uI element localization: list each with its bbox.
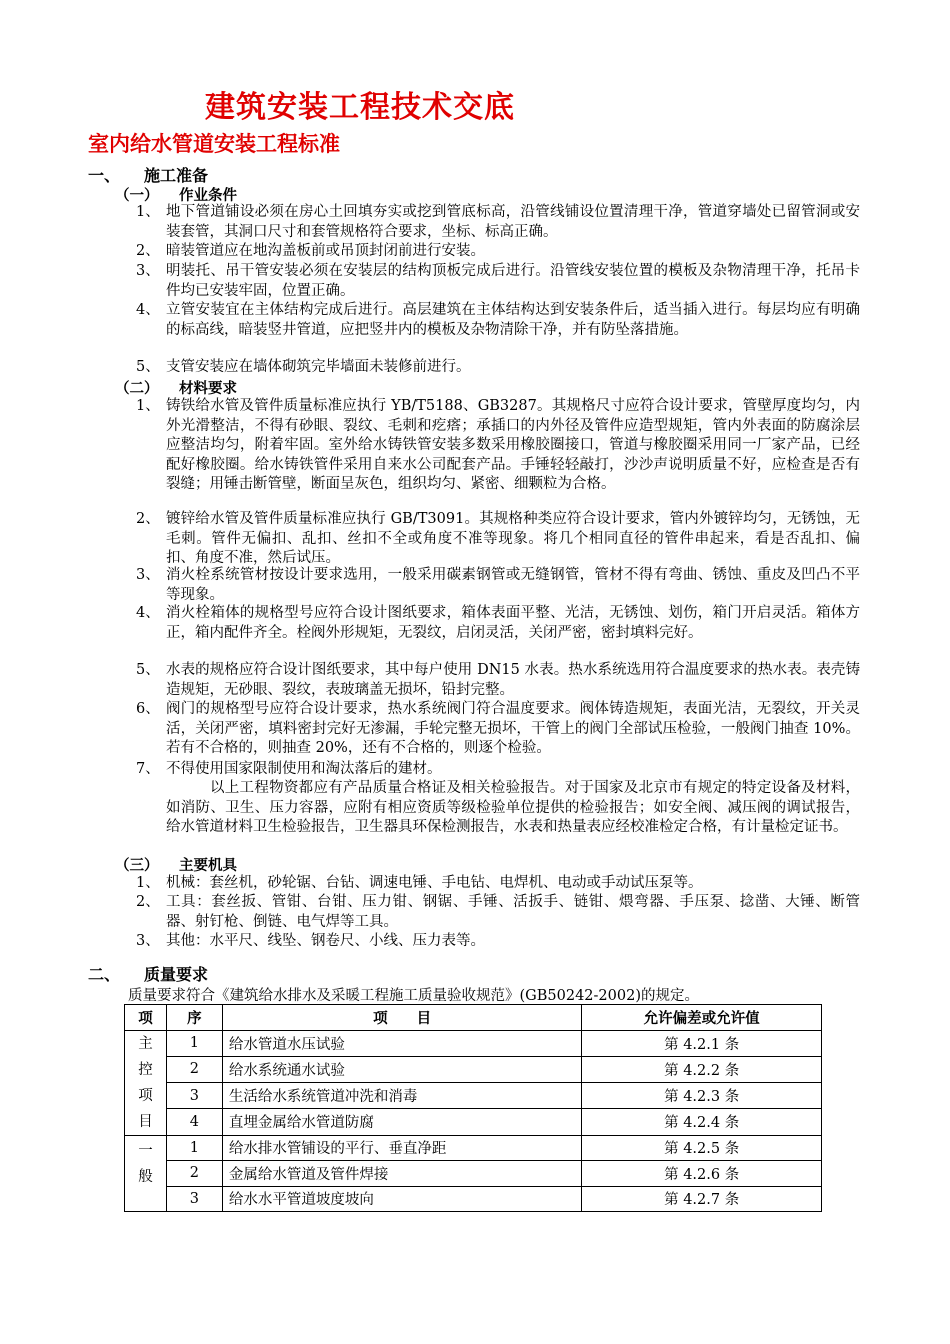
list-item: [136, 566, 860, 605]
item-text: 消火栓系统管材按设计要求选用，一般采用碳素钢管或无缝钢管，管材不得有弯曲、锈蚀、重皮及凹凸不平等现象。: [166, 567, 860, 603]
item-number: 4、: [136, 605, 160, 621]
group-char: 目: [138, 1113, 153, 1130]
row-item: 金属给水管道及管件焊接: [222, 1161, 581, 1187]
group-char: 项: [138, 1087, 153, 1104]
list-item: [136, 242, 860, 262]
document-subtitle: 室内给水管道安装工程标准: [88, 131, 340, 156]
item-number: 7、: [136, 761, 160, 777]
item-text: 水表的规格应符合设计图纸要求，其中每户使用 DN15 水表。热水系统选用符合温度要求的热水表。表壳铸造规矩，无砂眼、裂纹，表玻璃盖无损坏，铅封完整。: [166, 662, 860, 698]
group-char: 般: [138, 1168, 153, 1185]
header-xiang: 项: [125, 1005, 167, 1031]
row-no: 1: [166, 1030, 222, 1056]
item-text: 工具：套丝扳、管钳、台钳、压力钳、钢锯、手锤、活扳手、链钳、煨弯器、手压泵、捻凿、大锤、断管器、射钉枪、倒链、电气焊等工具。: [166, 894, 860, 930]
list-item: [136, 700, 860, 759]
row-no: 4: [166, 1109, 222, 1135]
section-number: 一、: [88, 166, 121, 185]
item-number: 3、: [136, 933, 160, 949]
row-value: 第 4.2.4 条: [582, 1109, 822, 1135]
table-row: [125, 1161, 822, 1187]
row-no: 3: [166, 1083, 222, 1109]
table-row: [125, 1083, 822, 1109]
item-text: 其他：水平尺、线坠、钢卷尺、小线、压力表等。: [166, 933, 485, 949]
row-item: 给水排水管铺设的平行、垂直净距: [222, 1135, 581, 1161]
group-general: [125, 1135, 167, 1212]
group-main-control: [125, 1030, 167, 1135]
item-text: 镀锌给水管及管件质量标准应执行 GB/T3091。其规格种类应符合设计要求，管内外镀锌均匀，无锈蚀，无毛刺。管件无偏扣、乱扣、丝扣不全或角度不准等现象。将几个相同直径的管件串起来，看是否乱扣、偏扣、角度不准，然后试压。: [166, 511, 860, 567]
group-char: 控: [138, 1061, 153, 1078]
item-number: 6、: [136, 701, 160, 717]
subsection-heading-2: [115, 377, 237, 398]
item-number: 3、: [136, 567, 160, 583]
document-title: 建筑安装工程技术交底: [205, 90, 515, 125]
section-label: 施工准备: [144, 166, 209, 185]
quality-intro: 质量要求符合《建筑给水排水及采暖工程施工质量验收规范》(GB50242-2002)的规定。: [128, 988, 699, 1004]
group-char: 主: [138, 1035, 153, 1052]
list-item: [136, 301, 860, 340]
row-item: 直埋金属给水管道防腐: [222, 1109, 581, 1135]
row-value: 第 4.2.7 条: [582, 1186, 822, 1212]
subsection-number: （一）: [115, 187, 159, 204]
list-item: [136, 203, 860, 242]
table-header-row: [125, 1005, 822, 1031]
item-text: 铸铁给水管及管件质量标准应执行 YB/T5188、GB3287。其规格尺寸应符合设计要求，管壁厚度均匀，内外光滑整洁，不得有砂眼、裂纹、毛刺和疙瘩；承插口的内外径及管件应造型规矩，管内外表面的防腐涂层应整洁均匀，附着牢固。室外给水铸铁管安装多数采用橡胶圈接口，管道与橡胶圈采用同一厂家产品，已经配好橡胶圈。给水铸铁管件采用自来水公司配套产品。手锤轻轻敲打，沙沙声说明质量不好，应检查是否有裂缝；用锤击断管壁，断面呈灰色，组织均匀、紧密、细颗粒为合格。: [166, 398, 860, 493]
subsection-label: 作业条件: [179, 187, 237, 204]
subsection-heading-3: [115, 854, 237, 875]
quality-table: [124, 1004, 822, 1212]
row-value: 第 4.2.1 条: [582, 1030, 822, 1056]
row-item: 给水水平管道坡度坡向: [222, 1186, 581, 1212]
row-no: 2: [166, 1056, 222, 1082]
list-item: [136, 510, 860, 569]
list-item: [136, 604, 860, 643]
table-row: [125, 1109, 822, 1135]
section-heading-1: [88, 163, 208, 186]
row-item: 给水管道水压试验: [222, 1030, 581, 1056]
row-no: 2: [166, 1161, 222, 1187]
row-value: 第 4.2.6 条: [582, 1161, 822, 1187]
list-item: [136, 874, 860, 894]
item-text: 明装托、吊干管安装必须在安装层的结构顶板完成后进行。沿管线安装位置的模板及杂物清理干净，托吊卡件均已安装牢固，位置正确。: [166, 263, 860, 299]
list-item: [136, 397, 860, 495]
header-xu: 序: [166, 1005, 222, 1031]
section-heading-2: [88, 962, 208, 985]
table-row: [125, 1056, 822, 1082]
list-item: [136, 760, 860, 780]
list-item: [136, 358, 860, 378]
group-char: 一: [138, 1142, 153, 1159]
item-number: 2、: [136, 243, 160, 259]
item-text: 暗装管道应在地沟盖板前或吊顶封闭前进行安装。: [166, 243, 485, 259]
list-item: [136, 932, 860, 952]
section-number: 二、: [88, 965, 121, 984]
item-text: 阀门的规格型号应符合设计要求，热水系统阀门符合温度要求。阀体铸造规矩，表面光洁，无裂纹，开关灵活，关闭严密，填料密封完好无渗漏，手轮完整无损坏，干管上的阀门全部试压检验，一般阀门抽查 10%。若有不合格的，则抽查 20%，还有不合格的，则逐个检验。: [166, 701, 860, 757]
item-number: 3、: [136, 263, 160, 279]
table-row: [125, 1186, 822, 1212]
item-number: 2、: [136, 894, 160, 910]
header-item: 项 目: [222, 1005, 581, 1031]
subsection-number: （二）: [115, 380, 159, 397]
row-item: 给水系统通水试验: [222, 1056, 581, 1082]
table-row: [125, 1135, 822, 1161]
item-text: 立管安装宜在主体结构完成后进行。高层建筑在主体结构达到安装条件后，适当插入进行。每层均应有明确的标高线，暗装竖井管道，应把竖井内的模板及杂物清除干净，并有防坠落措施。: [166, 302, 860, 338]
item-number: 1、: [136, 398, 160, 414]
list-item: [136, 893, 860, 932]
subsection-number: （三）: [115, 857, 159, 874]
row-no: 3: [166, 1186, 222, 1212]
subsection-label: 主要机具: [179, 857, 237, 874]
row-value: 第 4.2.5 条: [582, 1135, 822, 1161]
list-item: [136, 262, 860, 301]
subsection-label: 材料要求: [179, 380, 237, 397]
row-value: 第 4.2.3 条: [582, 1083, 822, 1109]
subsection-heading-1: [115, 184, 237, 205]
item-text: 机械：套丝机，砂轮锯、台钻、调速电锤、手电钻、电焊机、电动或手动试压泵等。: [166, 875, 703, 891]
item-text: 支管安装应在墙体砌筑完毕墙面未装修前进行。: [166, 359, 471, 375]
item-text: 消火栓箱体的规格型号应符合设计图纸要求，箱体表面平整、光洁，无锈蚀、划伤，箱门开启灵活。箱体方正，箱内配件齐全。栓阀外形规矩，无裂纹，启闭灵活，关闭严密，密封填料完好。: [166, 605, 860, 641]
table-row: [125, 1030, 822, 1056]
item-number: 2、: [136, 511, 160, 527]
list-item: [136, 661, 860, 700]
item-number: 1、: [136, 875, 160, 891]
row-value: 第 4.2.2 条: [582, 1056, 822, 1082]
item-text: 地下管道铺设必须在房心土回填夯实或挖到管底标高，沿管线铺设位置清理干净，管道穿墙处已留管洞或安装套管，其洞口尺寸和套管规格符合要求，坐标、标高正确。: [166, 204, 860, 240]
section-label: 质量要求: [144, 965, 209, 984]
row-no: 1: [166, 1135, 222, 1161]
header-value: 允许偏差或允许值: [582, 1005, 822, 1031]
materials-note: 以上工程物资都应有产品质量合格证及相关检验报告。对于国家及北京市有规定的特定设备及材料，如消防、卫生、压力容器，应附有相应资质等级检验单位提供的检验报告；如安全阀、减压阀的调试报告，给水管道材料卫生检验报告，卫生器具环保检测报告，水表和热量表应经校准检定合格，有计量检定证书。: [166, 780, 860, 836]
item-number: 4、: [136, 302, 160, 318]
item-number: 5、: [136, 662, 160, 678]
item-number: 5、: [136, 359, 160, 375]
item-text: 不得使用国家限制使用和淘汰落后的建材。: [166, 761, 442, 777]
item-number: 1、: [136, 204, 160, 220]
row-item: 生活给水系统管道冲洗和消毒: [222, 1083, 581, 1109]
